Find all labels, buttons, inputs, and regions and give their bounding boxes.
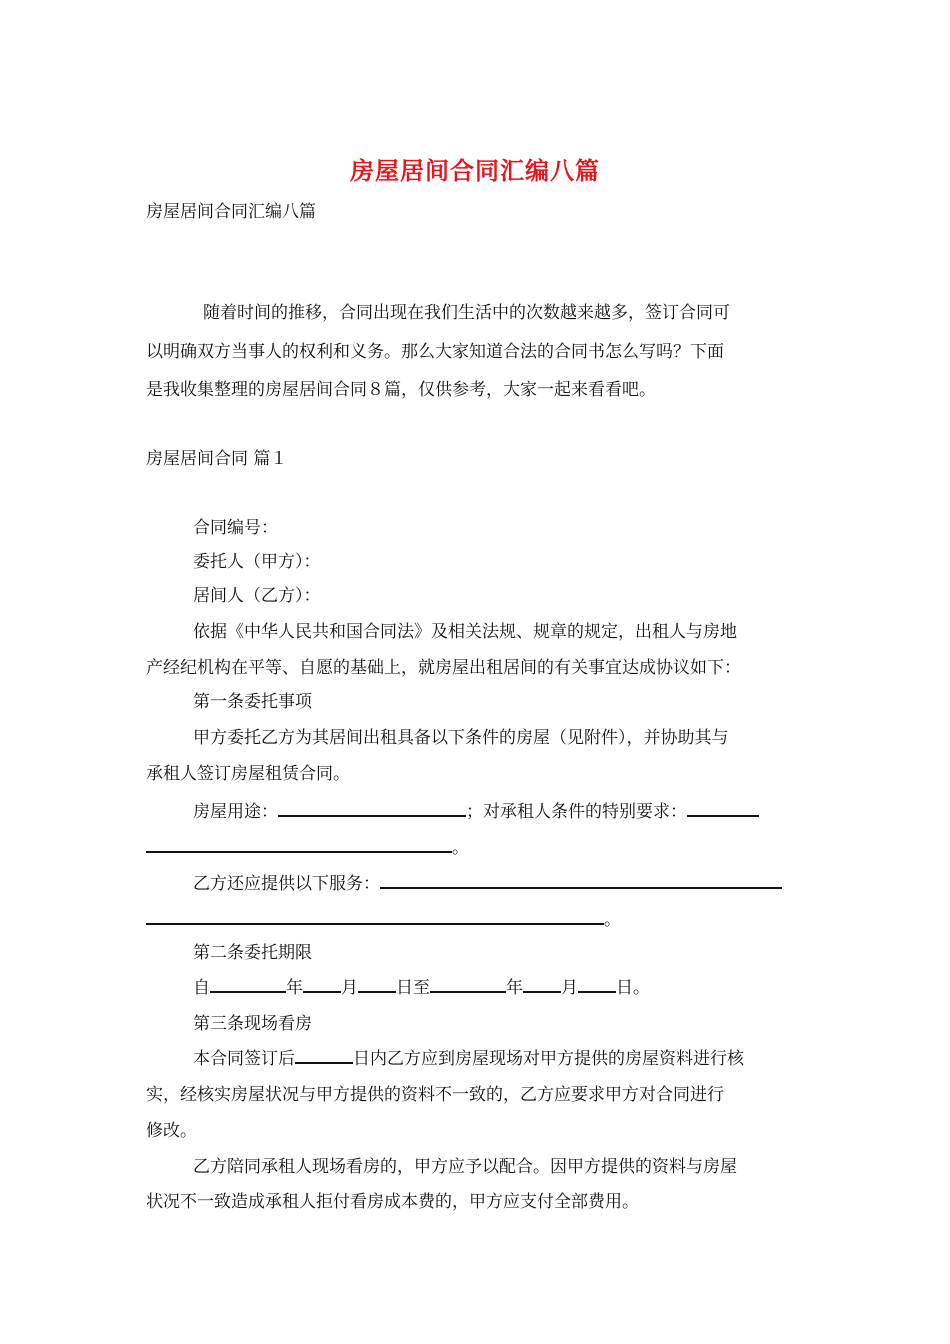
requirement-blank-2	[146, 837, 452, 853]
article-3-para-2-line-1: 乙方陪同承租人现场看房的，甲方应予以配合。因甲方提供的资料与房屋	[193, 1157, 737, 1177]
article-1-line-1: 甲方委托乙方为其居间出租具备以下条件的房屋（见附件），并协助其与	[193, 728, 729, 748]
inspection-rest: 日内乙方应到房屋现场对甲方提供的房屋资料进行核	[353, 1049, 744, 1069]
usage-label: 房屋用途：	[193, 802, 278, 822]
term-year-2: 年	[506, 978, 523, 998]
usage-requirement-label: ；对承租人条件的特别要求：	[466, 802, 687, 822]
inspection-start: 本合同签订后	[193, 1049, 295, 1069]
intro-line-3: 是我收集整理的房屋居间合同８篇，仅供参考，大家一起来看看吧。	[146, 380, 656, 400]
term-line	[193, 976, 650, 1000]
term-month-2: 月	[561, 978, 578, 998]
usage-period: 。	[452, 838, 469, 858]
usage-line	[193, 800, 759, 824]
inspection-days-blank	[295, 1048, 353, 1064]
usage-line-2	[146, 836, 469, 860]
service-blank-2	[146, 909, 604, 925]
contract-number-label: 合同编号：	[193, 518, 278, 538]
end-month-blank	[523, 977, 561, 993]
usage-blank	[278, 801, 466, 817]
article-3-para-2-line-2: 状况不一致造成承租人拒付看房成本费的，甲方应支付全部费用。	[146, 1192, 639, 1212]
intro-line-2: 以明确双方当事人的权利和义务。那么大家知道合法的合同书怎么写吗？下面	[146, 342, 724, 362]
document-subtitle: 房屋居间合同汇编八篇	[146, 202, 316, 222]
service-period: 。	[604, 910, 621, 930]
service-line-2	[146, 908, 621, 932]
basis-line-1: 依据《中华人民共和国合同法》及相关法规、规章的规定，出租人与房地	[193, 622, 737, 642]
service-line	[193, 872, 782, 896]
term-month-1: 月	[341, 978, 358, 998]
article-2-title: 第二条委托期限	[193, 943, 312, 963]
term-year-1: 年	[286, 978, 303, 998]
service-label: 乙方还应提供以下服务：	[193, 874, 380, 894]
intro-line-1: 随着时间的推移，合同出现在我们生活中的次数越来越多，签订合同可	[203, 303, 730, 323]
document-title: 房屋居间合同汇编八篇	[350, 156, 600, 185]
article-3-line-2: 实，经核实房屋状况与甲方提供的资料不一致的，乙方应要求甲方对合同进行	[146, 1085, 724, 1105]
article-1-line-2: 承租人签订房屋租赁合同。	[146, 764, 350, 784]
section-heading: 房屋居间合同 篇１	[146, 449, 288, 469]
start-year-blank	[210, 977, 286, 993]
term-day-end: 日。	[616, 978, 650, 998]
end-year-blank	[430, 977, 506, 993]
party-a-label: 委托人（甲方）：	[193, 552, 321, 572]
requirement-blank-1	[687, 801, 759, 817]
service-blank-1	[380, 873, 782, 889]
start-day-blank	[358, 977, 396, 993]
start-month-blank	[303, 977, 341, 993]
term-from: 自	[193, 978, 210, 998]
article-3-line-3: 修改。	[146, 1121, 197, 1141]
article-1-title: 第一条委托事项	[193, 692, 312, 712]
end-day-blank	[578, 977, 616, 993]
basis-line-2: 产经纪机构在平等、自愿的基础上，就房屋出租居间的有关事宜达成协议如下：	[146, 658, 741, 678]
term-day-to: 日至	[396, 978, 430, 998]
article-3-line-1	[193, 1047, 744, 1071]
article-3-title: 第三条现场看房	[193, 1014, 312, 1034]
party-b-label: 居间人（乙方）：	[193, 586, 321, 606]
